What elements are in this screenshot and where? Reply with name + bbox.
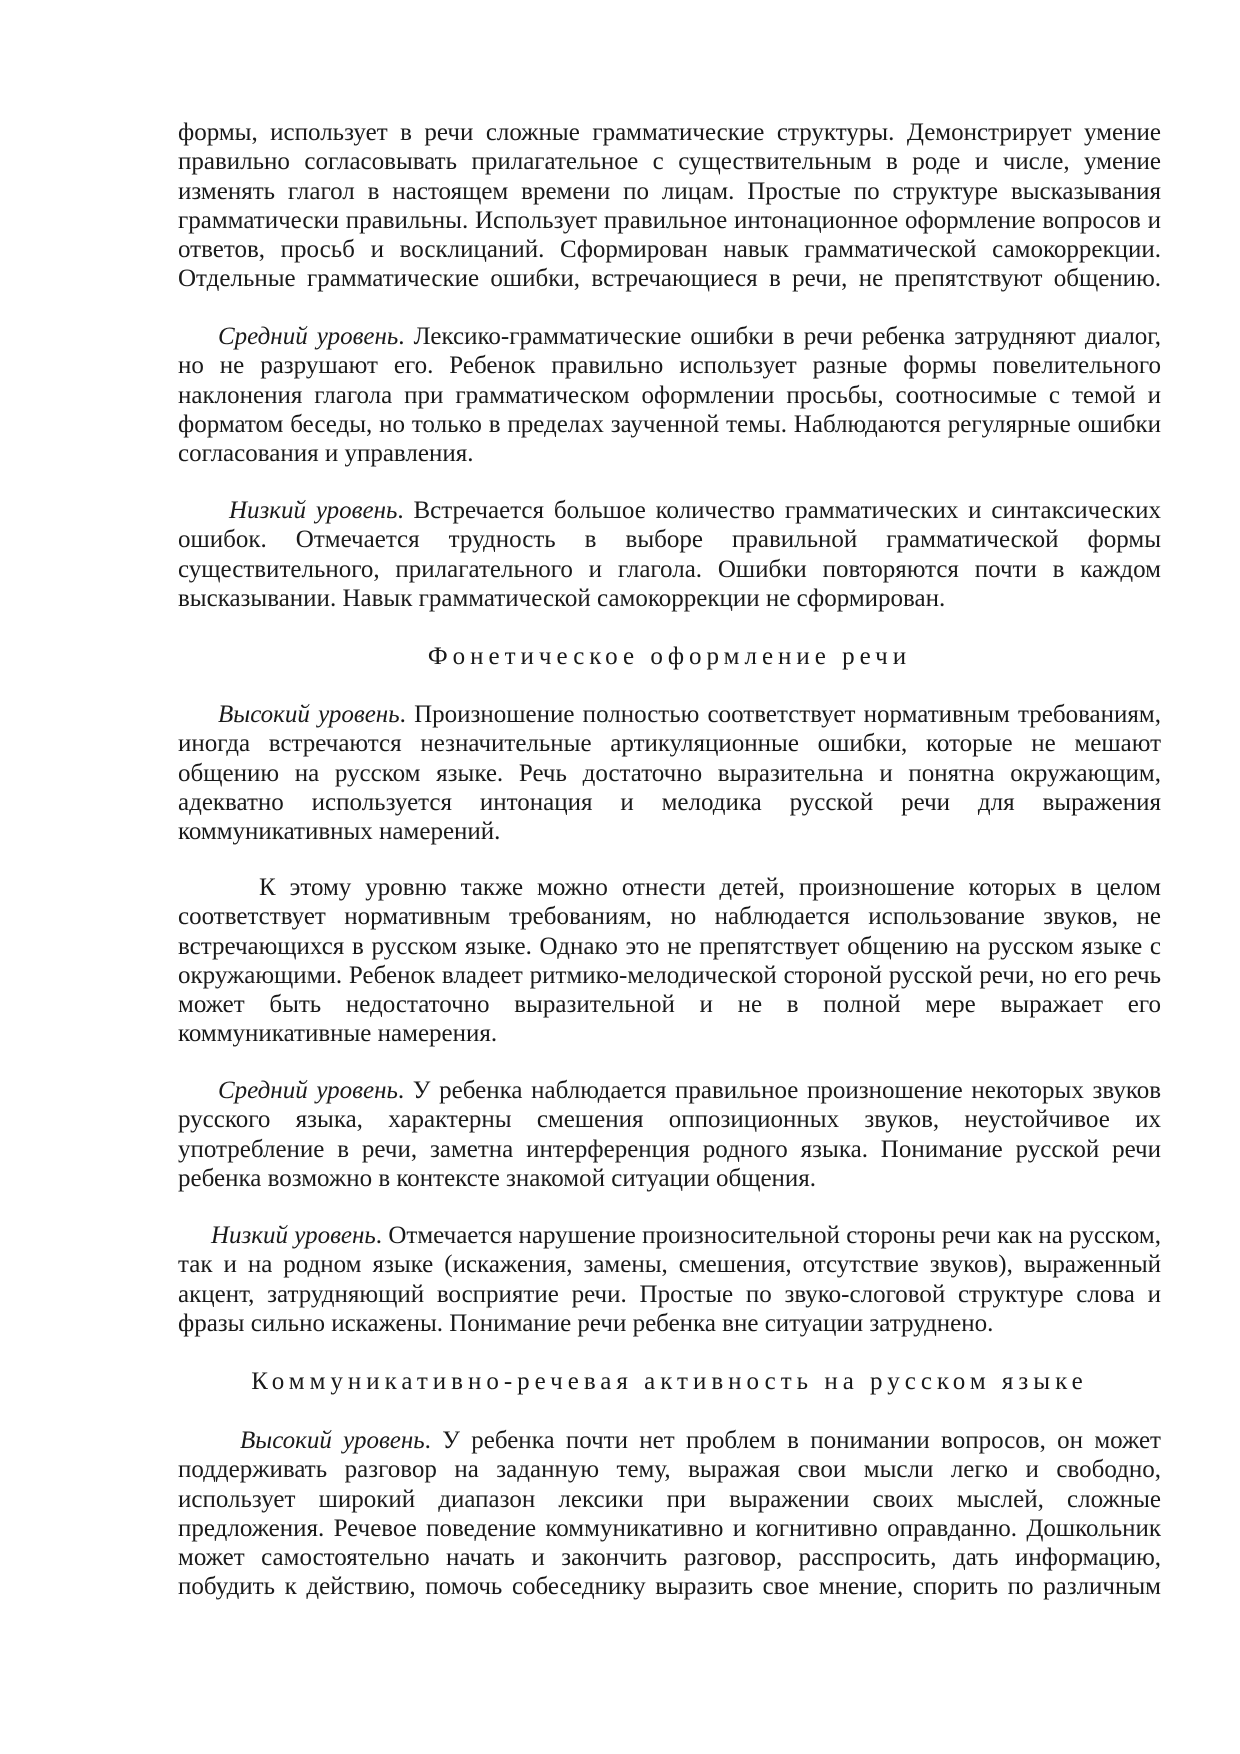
line-text: коммуникативных намерений. <box>178 818 501 846</box>
line-text: . Встречается большое количество грамматических и синтаксических <box>397 497 1162 524</box>
line-text: ответов, просьб и восклицаний. Сформирован навык грамматической самокоррекции. <box>178 236 1161 264</box>
text-line <box>178 1019 1161 1048</box>
line-text: . Отмечается нарушение произносительной стороны речи как на русском, <box>375 1222 1161 1249</box>
line-text: побудить к действию, помочь собеседнику выразить свое мнение, спорить по различным <box>178 1573 1161 1601</box>
line-text: согласования и управления. <box>178 440 474 468</box>
line-text: формы, использует в речи сложные грамматические структуры. Демонстрирует умение <box>178 119 1161 146</box>
text-line <box>178 1543 1161 1572</box>
line-text: фразы сильно искажены. Понимание речи ребенка вне ситуации затруднено. <box>178 1309 994 1337</box>
text-line <box>178 1280 1161 1309</box>
text-line <box>178 525 1161 554</box>
text-line <box>178 1164 1161 1193</box>
section-heading: Коммуникативно-речевая активность на русском языке <box>251 1368 1088 1395</box>
text-line <box>178 788 1161 817</box>
line-text: правильно согласовывать прилагательное с существительным в роде и числе, умение <box>178 148 1161 176</box>
text-line <box>178 759 1161 788</box>
line-text: употребление в речи, заметна интерференция родного языка. Понимание русской речи <box>178 1135 1161 1163</box>
line-text: К этому уровню также можно отнести детей, произношение которых в целом <box>259 874 1161 901</box>
text-line <box>178 381 1161 410</box>
line-text: может самостоятельно начать и закончить разговор, расспросить, дать информацию, <box>178 1544 1161 1572</box>
text-line <box>178 1250 1161 1279</box>
paragraph <box>178 1076 1161 1193</box>
text-line <box>178 206 1161 235</box>
text-line <box>178 322 1161 351</box>
line-text: общению на русском языке. Речь достаточно выразительна и понятна окружающим, <box>178 759 1161 787</box>
level-label: Низкий уровень <box>229 497 398 524</box>
text-line <box>178 439 1161 468</box>
text-line <box>178 1426 1161 1455</box>
text-line <box>178 177 1161 206</box>
line-text: но не разрушают его. Ребенок правильно использует разные формы повелительного <box>178 352 1161 380</box>
text-line <box>178 1221 1161 1250</box>
line-text: иногда встречаются незначительные артикуляционные ошибки, которые не мешают <box>178 730 1161 758</box>
paragraph <box>178 1221 1161 1338</box>
text-line <box>178 873 1161 902</box>
line-text: . Произношение полностью соответствует нормативным требованиям, <box>399 701 1161 728</box>
paragraph <box>178 700 1161 846</box>
line-text: поддерживать разговор на заданную тему, выражая свои мысли легко и свободно, <box>178 1456 1161 1484</box>
text-line <box>178 700 1161 729</box>
level-label: Средний уровень <box>218 323 399 350</box>
text-line <box>178 1105 1161 1134</box>
line-text: так и на родном языке (искажения, замены, смешения, отсутствие звуков), выраженный <box>178 1251 1161 1279</box>
line-text: акцент, затрудняющий восприятие речи. Простые по звуко-слоговой структуре слова и <box>178 1280 1161 1308</box>
text-line <box>178 1485 1161 1514</box>
text-line <box>178 264 1161 293</box>
line-text: высказывании. Навык грамматической самокоррекции не сформирован. <box>178 584 946 612</box>
text-line <box>178 1135 1161 1164</box>
text-line <box>178 147 1161 176</box>
text-line <box>178 584 1161 613</box>
line-text: . У ребенка наблюдается правильное произношение некоторых звуков <box>397 1077 1161 1104</box>
paragraph <box>178 496 1161 613</box>
text-line <box>178 410 1161 439</box>
line-text: ошибок. Отмечается трудность в выборе правильной грамматической формы <box>178 526 1161 554</box>
line-text: форматом беседы, но только в пределах заученной темы. Наблюдаются регулярные ошибки <box>178 410 1161 438</box>
text-line <box>178 1514 1161 1543</box>
text-line <box>178 1455 1161 1484</box>
text-line <box>178 496 1161 525</box>
level-label: Высокий уровень <box>240 1427 425 1454</box>
line-text: существительного, прилагательного и глагола. Ошибки повторяются почти в каждом <box>178 555 1161 583</box>
text-line <box>178 118 1161 147</box>
paragraph <box>178 873 1161 1049</box>
line-text: ребенка возможно в контексте знакомой ситуации общения. <box>178 1164 817 1192</box>
line-text: может быть недостаточно выразительной и не в полной мере выражает его <box>178 991 1161 1019</box>
text-line <box>178 729 1161 758</box>
line-text: наклонения глагола при грамматическом оформлении просьбы, соотносимые с темой и <box>178 381 1161 409</box>
line-text: . Лексико-грамматические ошибки в речи ребенка затрудняют диалог, <box>398 323 1161 350</box>
text-line <box>178 555 1161 584</box>
line-text: русского языка, характерны смешения оппозиционных звуков, неустойчивое их <box>178 1106 1161 1134</box>
text-line <box>178 990 1161 1019</box>
line-text: адекватно используется интонация и мелодика русской речи для выражения <box>178 788 1161 816</box>
line-text: грамматически правильны. Использует правильное интонационное оформление вопросов и <box>178 206 1161 234</box>
text-line <box>178 235 1161 264</box>
paragraph <box>178 322 1161 468</box>
text-line <box>178 1572 1161 1601</box>
line-text: предложения. Речевое поведение коммуникативно и когнитивно оправданно. Дошкольник <box>178 1514 1161 1542</box>
line-text: изменять глагол в настоящем времени по лицам. Простые по структуре высказывания <box>178 177 1161 205</box>
text-line <box>178 902 1161 931</box>
level-label: Высокий уровень <box>218 701 400 728</box>
text-line <box>178 817 1161 846</box>
line-text: соответствует нормативным требованиям, но наблюдается использование звуков, не <box>178 903 1161 931</box>
line-text: использует широкий диапазон лексики при выражении своих мыслей, сложные <box>178 1485 1161 1513</box>
text-line <box>178 932 1161 961</box>
section-heading: Фонетическое оформление речи <box>427 643 912 670</box>
paragraph <box>178 1426 1161 1602</box>
text-line <box>178 1309 1161 1338</box>
line-text: коммуникативные намерения. <box>178 1020 498 1048</box>
line-text: . У ребенка почти нет проблем в понимании вопросов, он может <box>424 1427 1161 1454</box>
text-line <box>178 1076 1161 1105</box>
paragraph <box>178 118 1161 294</box>
text-line <box>178 351 1161 380</box>
line-text: встречающихся в русском языке. Однако это не препятствует общению на русском языке с <box>178 932 1161 960</box>
text-line <box>178 961 1161 990</box>
line-text: Отдельные грамматические ошибки, встречающиеся в речи, не препятствуют общению. <box>178 265 1161 293</box>
level-label: Средний уровень <box>218 1077 398 1104</box>
line-text: окружающими. Ребенок владеет ритмико-мелодической стороной русской речи, но его речь <box>178 961 1161 989</box>
level-label: Низкий уровень <box>211 1222 376 1249</box>
